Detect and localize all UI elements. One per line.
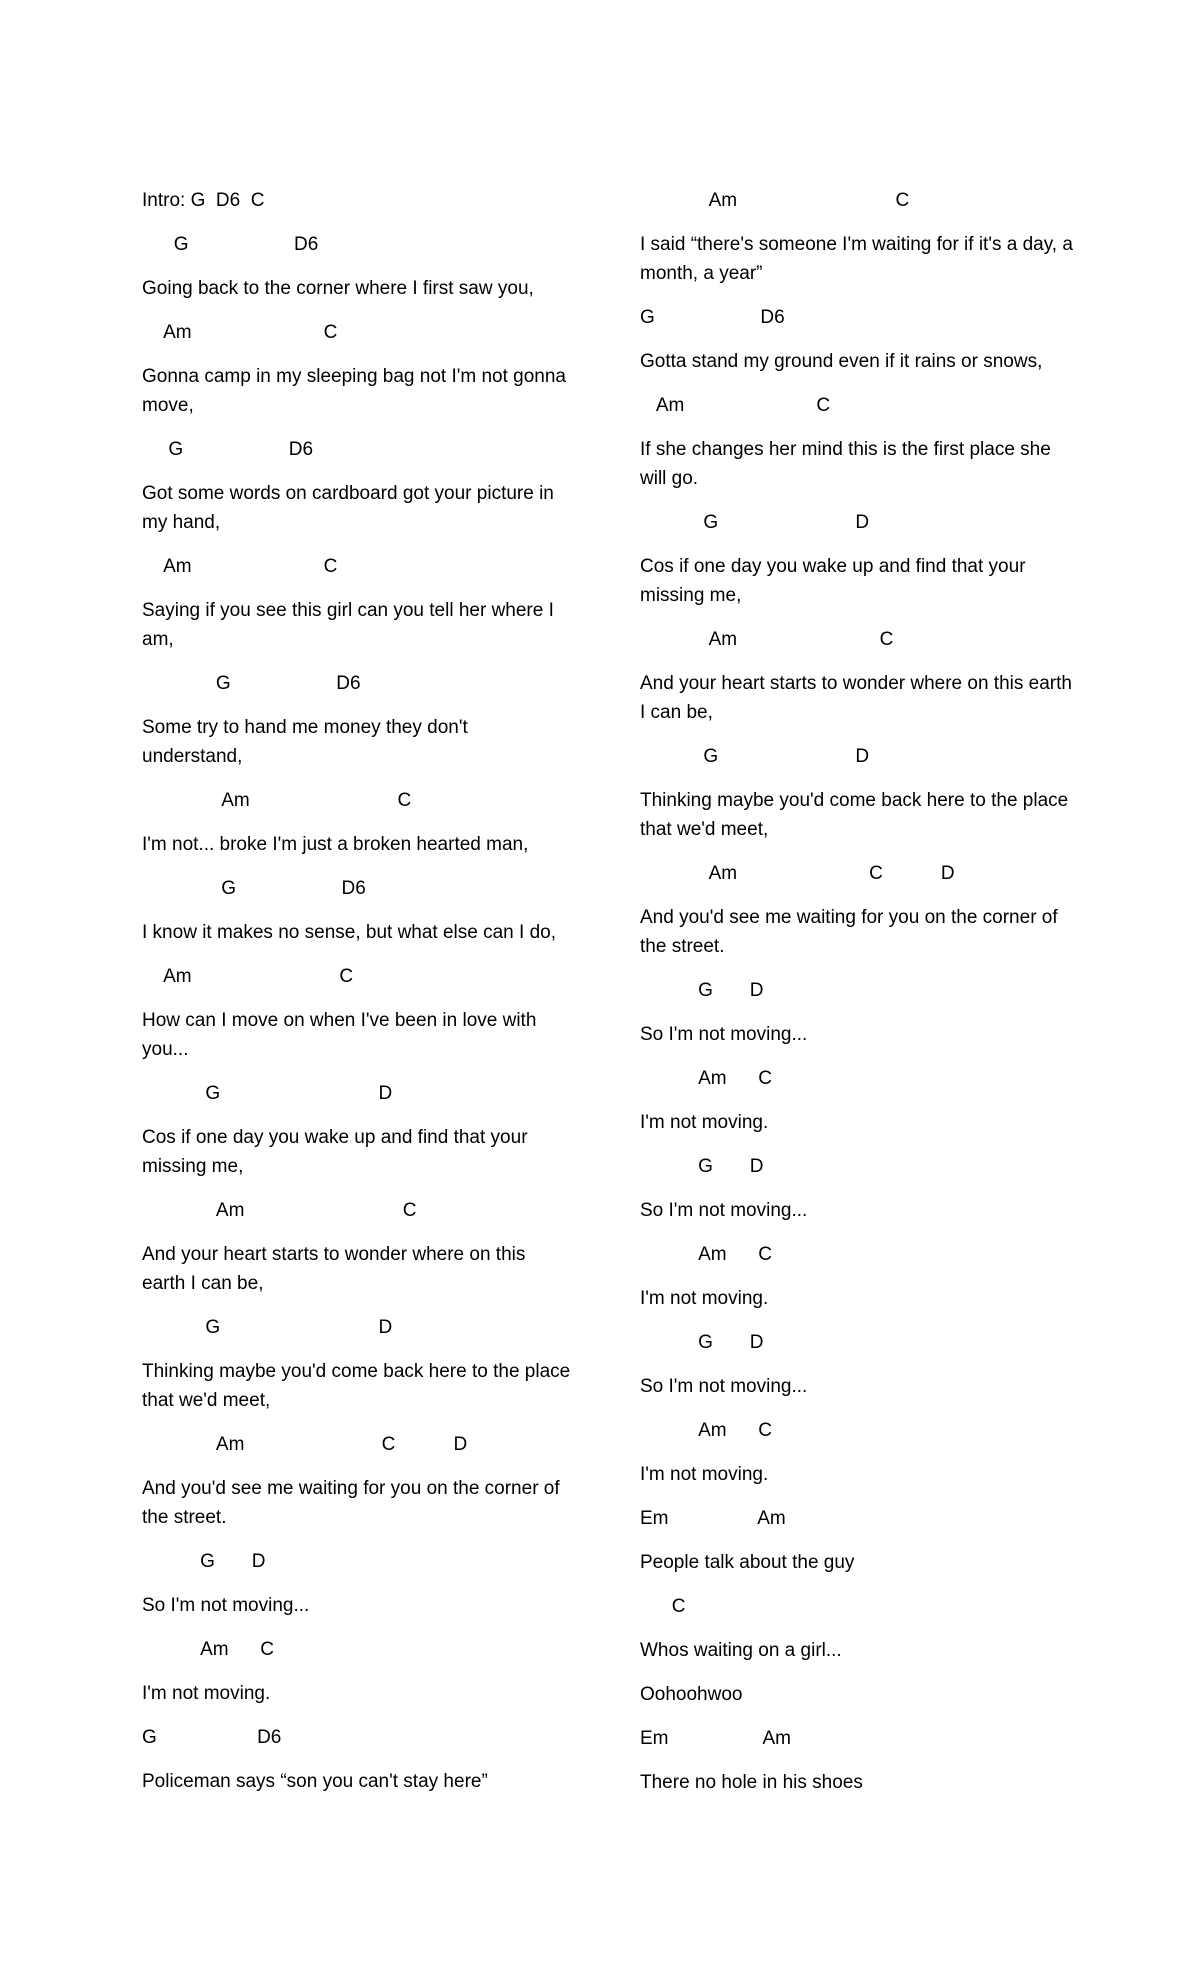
lyric-line: Going back to the corner where I first saw you, — [142, 278, 534, 299]
chord-line: Em Am — [640, 1508, 786, 1529]
right-column — [640, 186, 1080, 1812]
chord-line: G D6 — [640, 307, 785, 328]
lyric-line: And your heart starts to wonder where on this earth I can be, — [142, 1244, 531, 1294]
lyric-line: Some try to hand me money they don't understand, — [142, 717, 474, 767]
lyric-line: Thinking maybe you'd come back here to the place that we'd meet, — [640, 790, 1074, 840]
lyric-line: So I'm not moving... — [640, 1376, 808, 1397]
lyric-line: Cos if one day you wake up and find that your missing me, — [640, 556, 1031, 606]
lyric-line: So I'm not moving... — [142, 1595, 310, 1616]
lyric-line: Cos if one day you wake up and find that your missing me, — [142, 1127, 533, 1177]
chord-line: Am C — [640, 1244, 772, 1265]
lyric-line: I'm not moving. — [640, 1112, 769, 1133]
chord-line: G D — [640, 746, 870, 767]
lyric-line: Got some words on cardboard got your picture in my hand, — [142, 483, 560, 533]
chord-line: Am C D — [640, 863, 955, 884]
lyric-line: I said “there's someone I'm waiting for if it's a day, a month, a year” — [640, 234, 1079, 284]
chord-line: G D6 — [142, 1727, 282, 1748]
chord-line: Am C — [142, 322, 338, 343]
lyric-line: I'm not moving. — [640, 1464, 769, 1485]
lyric-line: I'm not moving. — [142, 1683, 271, 1704]
chord-line: G D6 — [142, 878, 366, 899]
lyric-line: So I'm not moving... — [640, 1024, 808, 1045]
lyric-line: Intro: G D6 C — [142, 190, 265, 211]
lyric-line: Whos waiting on a girl... — [640, 1640, 842, 1661]
chord-line: G D — [142, 1551, 266, 1572]
chord-line: G D — [640, 512, 870, 533]
lyric-line: If she changes her mind this is the first place she will go. — [640, 439, 1057, 489]
lyric-line: Oohoohwoo — [640, 1684, 743, 1705]
lyric-line: Policeman says “son you can't stay here” — [142, 1771, 488, 1792]
lyric-line: I'm not... broke I'm just a broken hearted man, — [142, 834, 529, 855]
chord-line: Am C — [142, 1200, 417, 1221]
left-column — [142, 186, 576, 1811]
lyric-line: There no hole in his shoes — [640, 1772, 863, 1793]
chord-line: Am C — [640, 1420, 772, 1441]
chord-line: G D6 — [142, 439, 314, 460]
chord-line: C — [640, 1596, 686, 1617]
lyric-line: How can I move on when I've been in love with you... — [142, 1010, 542, 1060]
chord-line: G D6 — [142, 673, 361, 694]
chord-line: Am C — [142, 790, 412, 811]
chord-line: G D — [640, 1332, 764, 1353]
chord-line: G D — [640, 980, 764, 1001]
chord-line: Am C — [142, 1639, 274, 1660]
chord-line: Am C D — [142, 1434, 468, 1455]
lyric-line: Gotta stand my ground even if it rains or snows, — [640, 351, 1043, 372]
chord-line: Am C — [640, 1068, 772, 1089]
lyric-line: And your heart starts to wonder where on this earth I can be, — [640, 673, 1078, 723]
lyric-line: And you'd see me waiting for you on the corner of the street. — [640, 907, 1063, 957]
lyric-line: Gonna camp in my sleeping bag not I'm not gonna move, — [142, 366, 572, 416]
chord-line: G D — [142, 1317, 393, 1338]
lyric-line: People talk about the guy — [640, 1552, 855, 1573]
lyric-line: I'm not moving. — [640, 1288, 769, 1309]
chord-line: Am C — [640, 395, 831, 416]
chord-line: Am C — [142, 966, 354, 987]
lyric-line: I know it makes no sense, but what else can I do, — [142, 922, 557, 943]
lyric-line: Saying if you see this girl can you tell her where I am, — [142, 600, 560, 650]
chord-line: G D6 — [142, 234, 319, 255]
chord-line: Em Am — [640, 1728, 791, 1749]
chord-line: G D — [640, 1156, 764, 1177]
lyric-line: And you'd see me waiting for you on the corner of the street. — [142, 1478, 565, 1528]
chord-line: Am C — [640, 190, 910, 211]
chord-line: Am C — [640, 629, 894, 650]
chord-line: G D — [142, 1083, 393, 1104]
lyric-line: So I'm not moving... — [640, 1200, 808, 1221]
chord-line: Am C — [142, 556, 338, 577]
lyric-line: Thinking maybe you'd come back here to the place that we'd meet, — [142, 1361, 576, 1411]
